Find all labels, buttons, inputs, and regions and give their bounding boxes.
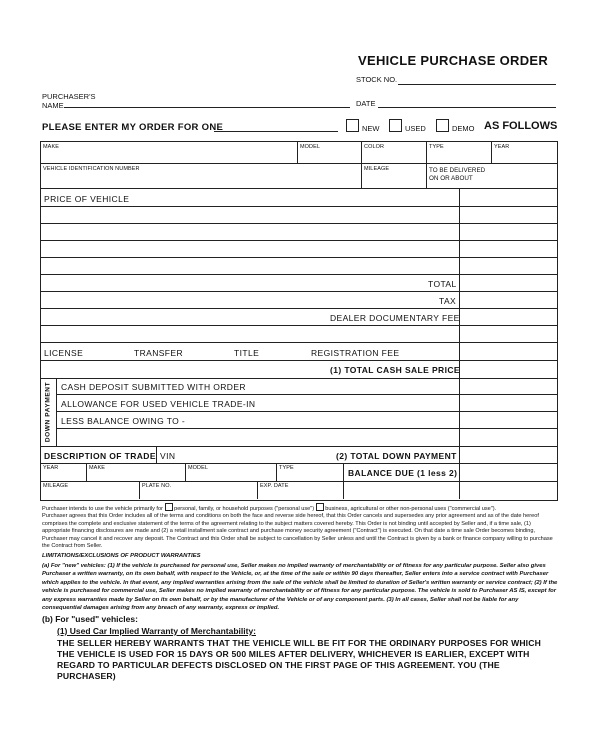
transfer-label: TRANSFER: [134, 348, 184, 358]
divider: [491, 141, 492, 163]
used-label: USED: [405, 124, 426, 133]
purchaser-name-field[interactable]: [64, 107, 350, 108]
limitations-paragraph: (a) For "new" vehicles: (1) If the vehicle is purchased for personal use, Seller makes no implied warranty of merchantability or of fitness for any particular purpose. Seller also gives Purchaser a written warranty, on its own behalf, with respect to the Vehicle, or, at the time of the sale or within 90 days thereafter, Seller enters into a service contract with Purchaser which applies to the vehicle. In that event, any implied warranties arising from the sale of the vehicle shall be limited to duration of Seller's written warranty or service contract; (2) If the vehicle is purchased for commercial use, Seller makes no implied warranty of merchantability or of fitness for any particular purpose. The vehicle is sold to Purchaser AS IS, except for any express warranties made by Seller on its own behalf, or by the manufacturer of the Vehicle or of any component parts. (3) In all cases, Seller shall not be liable for any consequential damages arising from any breach of any warranty, express or implied.: [42, 563, 558, 612]
type-label: TYPE: [429, 144, 444, 150]
divider: [40, 257, 557, 258]
amount-column-divider: [459, 188, 460, 378]
trade-exp-date-label: EXP. DATE: [260, 483, 289, 489]
total-down-payment-label: (2) TOTAL DOWN PAYMENT: [336, 451, 457, 461]
divider: [297, 141, 298, 163]
balance-due-label: BALANCE DUE (1 less 2): [348, 468, 458, 478]
cash-deposit-label: CASH DEPOSIT SUBMITTED WITH ORDER: [61, 382, 246, 392]
down-payment-side-divider: [56, 378, 57, 446]
total-cash-sale-label: (1) TOTAL CASH SALE PRICE: [330, 365, 460, 375]
license-label: LICENSE: [44, 348, 84, 358]
registration-fee-label: REGISTRATION FEE: [311, 348, 400, 358]
trade-vin-label: VIN: [160, 451, 176, 461]
model-label: MODEL: [300, 144, 321, 150]
used-warranty-text: THE SELLER HEREBY WARRANTS THAT THE VEHICLE WILL BE FIT FOR THE ORDINARY PURPOSES FOR WHICH THE VEHICLE IS USED FOR 15 DAYS OR 500 MILES AFTER DELIVERY, WHICHEVER IS EARLIER, EXCEPT WITH REGARD TO PARTICULAR DEFECTS DISCLOSED ON THE FIRST PAGE OF THIS AGREEMENT. YOU (THE PURCHASER): [57, 638, 541, 681]
divider: [361, 141, 362, 188]
divider: [40, 378, 557, 379]
date-field[interactable]: [378, 107, 556, 108]
date-label: DATE: [356, 99, 376, 108]
demo-label: DEMO: [452, 124, 475, 133]
used-warranty-subheading: (1) Used Car Implied Warranty of Merchantability:: [57, 626, 256, 636]
divider: [40, 446, 557, 447]
divider: [343, 481, 557, 482]
divider: [40, 206, 557, 207]
price-of-vehicle-label: PRICE OF VEHICLE: [44, 194, 130, 204]
new-label: NEW: [362, 124, 380, 133]
title-fee-label: TITLE: [234, 348, 260, 358]
used-vehicles-heading: (b) For "used" vehicles:: [42, 614, 138, 624]
page-title: VEHICLE PURCHASE ORDER: [358, 53, 549, 68]
new-checkbox[interactable]: [346, 119, 359, 132]
demo-checkbox[interactable]: [436, 119, 449, 132]
divider: [40, 325, 557, 326]
divider: [40, 342, 557, 343]
delivery-date-label: TO BE DELIVERED ON OR ABOUT: [429, 167, 486, 182]
color-label: COLOR: [364, 144, 385, 150]
agreement-paragraph: Purchaser agrees that this Order includes all of the terms and conditions on both the face and reverse side hereof, that this Order cancels and supersedes any prior agreement and as of the date hereof comprises the complete and exclusive statement of the terms of the agreement relating to the subject matters covered hereby. This Order is not binding until accepted by Seller and, if a time sale, (1) appropriate financing disclosures are made and (2) a retail installment sale contract and purchase money security agreement ("Contract") is executed. On that date a time sale Order becomes binding, Purchaser may cancel it and recover any deposit. The Contract and this Order shall be subject to cancellation by Seller unless and until the Contract is given by a bank or finance company willing to purchase the Contract from Seller.: [42, 513, 553, 550]
divider: [56, 428, 557, 429]
down-payment-side-label: DOWN PAYMENT: [44, 381, 52, 443]
trade-year-label: YEAR: [43, 465, 59, 471]
commercial-use-checkbox[interactable]: [316, 503, 324, 511]
divider: [40, 463, 557, 464]
limitations-title: LIMITATIONS/EXCLUSIONS OF PRODUCT WARRANTIES: [42, 553, 201, 559]
vin-label: VEHICLE IDENTIFICATION NUMBER: [43, 166, 140, 172]
less-balance-label: LESS BALANCE OWING TO -: [61, 416, 186, 426]
divider: [40, 274, 557, 275]
mileage-label: MILEAGE: [364, 166, 390, 172]
divider: [426, 141, 427, 188]
purpose-line: Purchaser intends to use the vehicle primarily for personal, family, or household purposes ("personal use") business, agricultural or other non-personal uses ("commercial use").: [42, 503, 496, 512]
divider: [40, 481, 343, 482]
divider: [40, 163, 557, 164]
stock-no-label: STOCK NO.: [356, 75, 398, 84]
divider: [139, 481, 140, 499]
divider: [276, 463, 277, 481]
trade-in-allowance-label: ALLOWANCE FOR USED VEHICLE TRADE-IN: [61, 399, 256, 409]
divider: [56, 411, 557, 412]
divider: [40, 291, 557, 292]
divider: [40, 360, 557, 361]
divider: [257, 481, 258, 499]
divider: [156, 446, 157, 463]
divider: [40, 223, 557, 224]
stock-no-field[interactable]: [398, 84, 556, 85]
order-line-prefix: PLEASE ENTER MY ORDER FOR ONE: [42, 122, 224, 133]
divider: [40, 188, 557, 189]
used-checkbox[interactable]: [389, 119, 402, 132]
trade-type-label: TYPE: [279, 465, 294, 471]
divider: [40, 240, 557, 241]
divider: [185, 463, 186, 481]
order-line-suffix: AS FOLLOWS: [484, 120, 558, 132]
make-label: MAKE: [43, 144, 59, 150]
trade-model-label: MODEL: [188, 465, 209, 471]
divider: [86, 463, 87, 481]
divider: [40, 308, 557, 309]
total-label: TOTAL: [428, 279, 457, 289]
description-of-trade-label: DESCRIPTION OF TRADE: [44, 451, 156, 461]
divider: [56, 394, 557, 395]
year-label: YEAR: [494, 144, 510, 150]
order-item-field[interactable]: [214, 131, 338, 132]
personal-use-checkbox[interactable]: [165, 503, 173, 511]
purchaser-name-label: PURCHASER'S NAME: [42, 92, 96, 110]
tax-label: TAX: [439, 296, 457, 306]
dealer-fee-label: DEALER DOCUMENTARY FEE: [330, 313, 460, 323]
trade-plate-label: PLATE NO.: [142, 483, 172, 489]
trade-make-label: MAKE: [89, 465, 105, 471]
trade-mileage-label: MILEAGE: [43, 483, 69, 489]
